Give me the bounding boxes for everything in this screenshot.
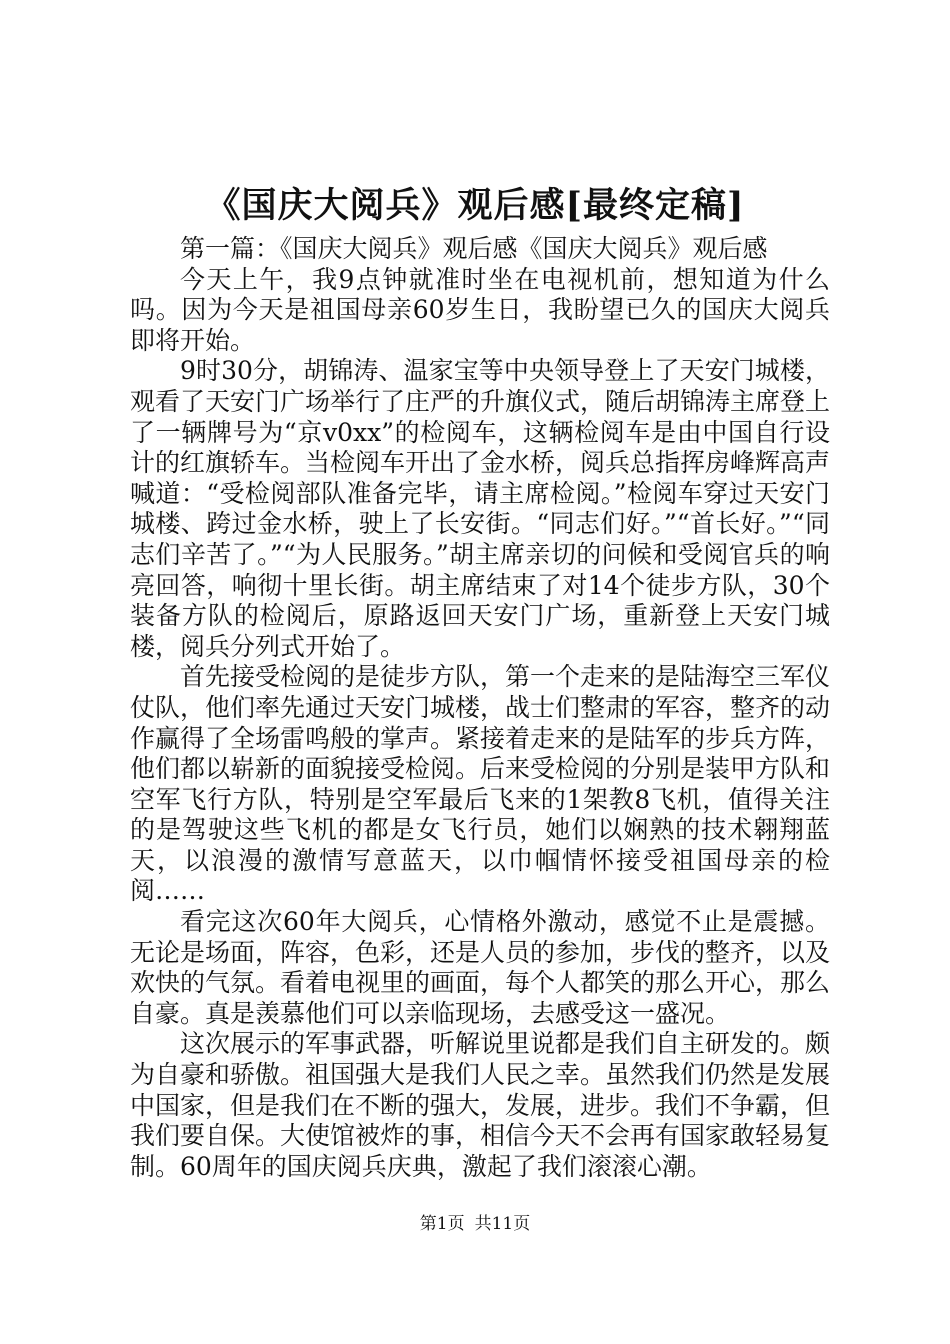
document-title: 《国庆大阅兵》观后感[最终定稿] (205, 185, 745, 226)
paragraph: 这次展示的军事武器，听解说里说都是我们自主研发的。颇为自豪和骄傲。祖国强大是我们人民之幸。虽然我们仍然是发展中国家，但是我们在不断的强大，发展，进步。我们不争霸，但我们要自保。大使馆被炸的事，相信今天不会再有国家敢轻易复制。60周年的国庆阅兵庆典，激起了我们滚滚心潮。 (130, 1029, 831, 1181)
paragraph: 9时30分，胡锦涛、温家宝等中央领导登上了天安门城楼，观看了天安门广场举行了庄严的升旗仪式，随后胡锦涛主席登上了一辆牌号为“京v0xx”的检阅车，这辆检阅车是由中国自行设计的红旗轿车。当检阅车开出了金水桥，阅兵总指挥房峰辉高声喊道：“受检阅部队准备完毕，请主席检阅。”检阅车穿过天安门城楼、跨过金水桥，驶上了长安街。“同志们好。”“首长好。”“同志们辛苦了。”“为人民服务。”胡主席亲切的问候和受阅官兵的响亮回答，响彻十里长街。胡主席结束了对14个徒步方队，30个装备方队的检阅后，原路返回天安门广场，重新登上天安门城楼，阅兵分列式开始了。 (130, 356, 831, 661)
page-footer (0, 1212, 950, 1236)
page-number: 第1页 (419, 1214, 465, 1234)
page-total: 共11页 (474, 1214, 531, 1234)
document-body (130, 234, 830, 1182)
paragraph: 看完这次60年大阅兵，心情格外激动，感觉不止是震撼。无论是场面，阵容，色彩，还是人员的参加，步伐的整齐，以及欢快的气氛。看着电视里的画面，每个人都笑的那么开心，那么自豪。真是羡慕他们可以亲临现场，去感受这一盛况。 (130, 907, 831, 1028)
paragraph-heading: 第一篇：《国庆大阅兵》观后感《国庆大阅兵》观后感 (180, 234, 768, 263)
paragraph: 首先接受检阅的是徒步方队，第一个走来的是陆海空三军仪仗队，他们率先通过天安门城楼，战士们整肃的军容，整齐的动作赢得了全场雷鸣般的掌声。紧接着走来的是陆军的步兵方阵，他们都以崭新的面貌接受检阅。后来受检阅的分别是装甲方队和空军飞行方队，特别是空军最后飞来的1架教8飞机，值得关注的是驾驶这些飞机的都是女飞行员，她们以娴熟的技术翱翔蓝天，以浪漫的激情写意蓝天，以巾帼情怀接受祖国母亲的检阅…… (130, 662, 831, 906)
paragraph: 今天上午，我9点钟就准时坐在电视机前，想知道为什么吗。因为今天是祖国母亲60岁生日，我盼望已久的国庆大阅兵即将开始。 (130, 264, 830, 355)
